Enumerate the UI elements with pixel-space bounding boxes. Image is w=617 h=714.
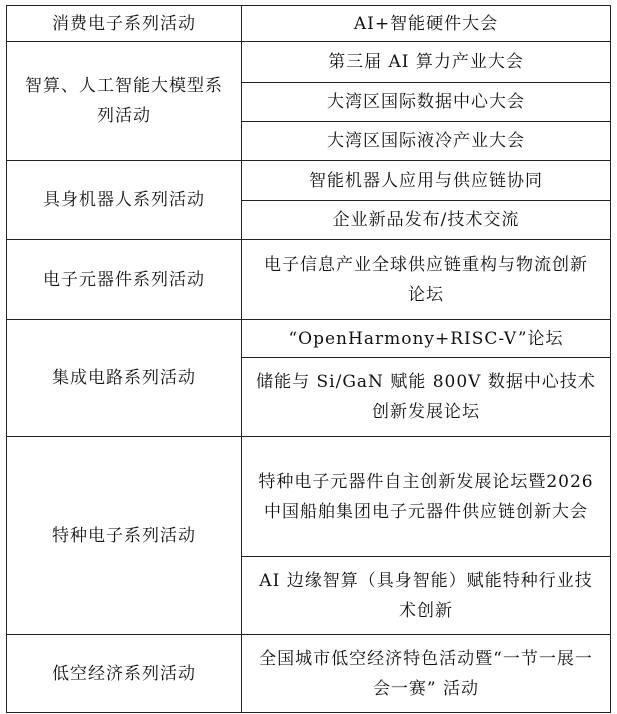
event-cell (242, 240, 611, 320)
event-text: 电子信息产业全球供应链重构与物流创新论坛 (264, 254, 588, 305)
event-cell (242, 358, 611, 437)
category-cell: 低空经济系列活动 (7, 635, 242, 713)
category-cell (7, 42, 242, 161)
table-row (7, 437, 611, 557)
event-cell (242, 635, 611, 713)
events-table (6, 5, 611, 713)
table-row (7, 6, 611, 42)
event-cell: 第三届 AI 算力产业大会 (242, 42, 611, 83)
table-row (7, 42, 611, 83)
event-cell: 智能机器人应用与供应链协同 (242, 161, 611, 201)
category-cell: 具身机器人系列活动 (7, 161, 242, 240)
category-text: 智算、人工智能大模型系列活动 (25, 76, 223, 126)
event-cell: AI+智能硬件大会 (242, 6, 611, 42)
event-cell (242, 557, 611, 635)
event-cell: 大湾区国际数据中心大会 (242, 83, 611, 122)
event-text: 全国城市低空经济特色活动暨“一节一展一会一赛” 活动 (259, 648, 593, 699)
event-cell (242, 437, 611, 557)
event-cell: “OpenHarmony+RISC-V”论坛 (242, 320, 611, 358)
event-text: AI 边缘智算（具身智能）赋能特种行业技术创新 (259, 570, 593, 621)
category-cell: 电子元器件系列活动 (7, 240, 242, 320)
table-row (7, 635, 611, 713)
event-cell: 企业新品发布/技术交流 (242, 201, 611, 240)
category-cell: 特种电子系列活动 (7, 437, 242, 635)
event-text: 储能与 Si/GaN 赋能 800V 数据中心技术创新发展论坛 (256, 372, 596, 422)
category-cell: 集成电路系列活动 (7, 320, 242, 437)
table-row (7, 240, 611, 320)
event-text: 特种电子元器件自主创新发展论坛暨2026 中国船舶集团电子元器件供应链创新大会 (258, 471, 594, 522)
event-cell: 大湾区国际液冷产业大会 (242, 122, 611, 161)
table-row (7, 161, 611, 201)
table-row (7, 320, 611, 358)
category-cell: 消费电子系列活动 (7, 6, 242, 42)
